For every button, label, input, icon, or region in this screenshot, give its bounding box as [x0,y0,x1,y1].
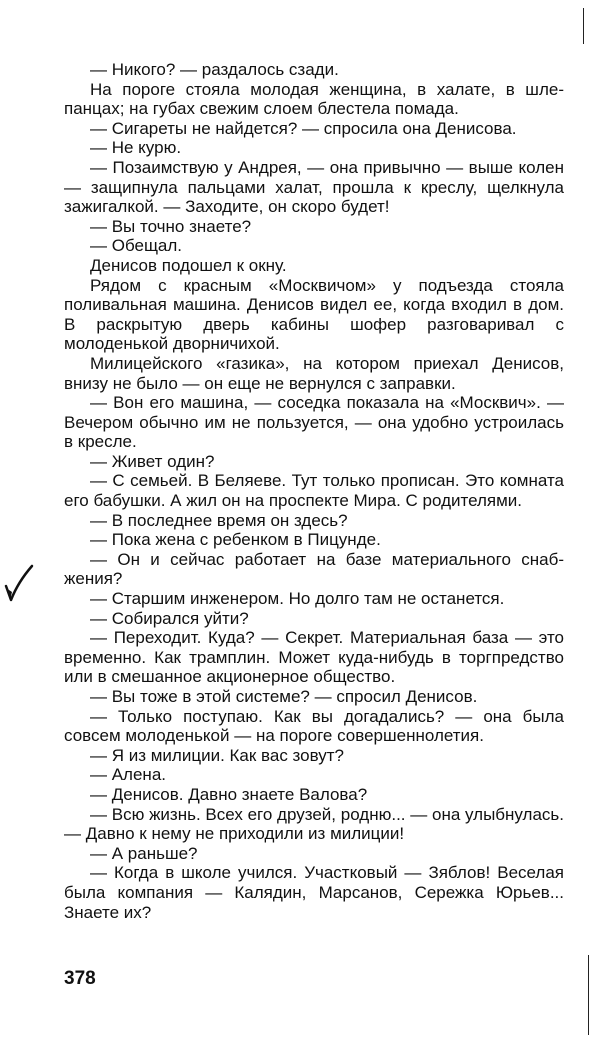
paragraph: — Собирался уйти? [90,608,249,628]
paragraph: — Вон его машина, — соседка показала на «Москвич». — Вечером обычно им не пользуется, — она удобно устроилась в кресле. [64,393,564,452]
paragraph: — Живет один? [90,451,215,471]
paragraph: На пороге стояла молодая женщина, в халате, в шлепанцах; на губах свежим слоем блестела помада. [64,79,564,119]
paragraph: — Денисов. Давно знаете Валова? [90,784,368,804]
paragraph: Милицейского «газика», на котором приехал Денисов, внизу не было — он еще не вернулся с заправки. [64,353,564,393]
paragraph: — Переходит. Куда? — Секрет. Материальная база — это временно. Как трамплин. Может куда-нибудь в торгпредство или в смешанное акционерное общество. [64,628,564,687]
paragraph: — В последнее время он здесь? [90,510,348,530]
paragraph: — Обещал. [90,236,183,256]
paragraph: — Сигареты не найдется? — спросила она Денисова. [90,118,517,138]
pen-checkmark-icon [2,560,36,610]
paragraph: — Он и сейчас работает на базе материального снабжения? [64,549,564,589]
paragraph: — Алена. [90,765,167,785]
paragraph: — Только поступаю. Как вы догадались? — она была совсем молоденькой — на пороге совершеннолетия. [64,706,564,746]
page-edge-line-bottom [588,955,589,1035]
paragraph: — Когда в школе учился. Участковый — Зяблов! Веселая была компания — Калядин, Марсанов, Сережка Юрьев... Знаете их? [64,863,564,922]
paragraph: — Вы тоже в этой системе? — спросил Денисов. [90,687,478,706]
page-number: 378 [64,968,96,989]
paragraph: — Не курю. [90,138,182,158]
paragraph: — Позаимствую у Андрея, — она привычно — выше колен — защипнула пальцами халат, прошла к креслу, щелкнула зажигалкой. — Заходите, он скоро будет! [64,157,564,217]
paragraph: — Старшим инженером. Но долго там не останется. [90,589,505,609]
paragraph: — Я из милиции. Как вас зовут? [90,745,345,765]
paragraph: — Пока жена с ребенком в Пицунде. [90,530,381,550]
paragraph: — С семьей. В Беляеве. Тут только прописан. Это комната его бабушки. А жил он на проспекте Мира. С родителями. [64,471,564,511]
paragraph: — Всю жизнь. Всех его друзей, родню... — она улыбнулась. — Давно к нему не приходили из милиции! [64,804,564,844]
page-edge-line-top [583,8,584,44]
paragraph: — А раньше? [90,843,198,863]
paragraph: — Вы точно знаете? [90,216,252,236]
paragraph: Рядом с красным «Москвичом» у подъезда стояла поливальная машина. Денисов видел ее, когда входил в дом. В раскрытую дверь кабины шофер разговаривал с молоденькой дворничихой. [64,275,564,354]
paragraph: Денисов подошел к окну. [90,255,287,275]
paragraph: — Никого? — раздалось сзади. [90,60,339,79]
page-body-text [64,60,564,922]
